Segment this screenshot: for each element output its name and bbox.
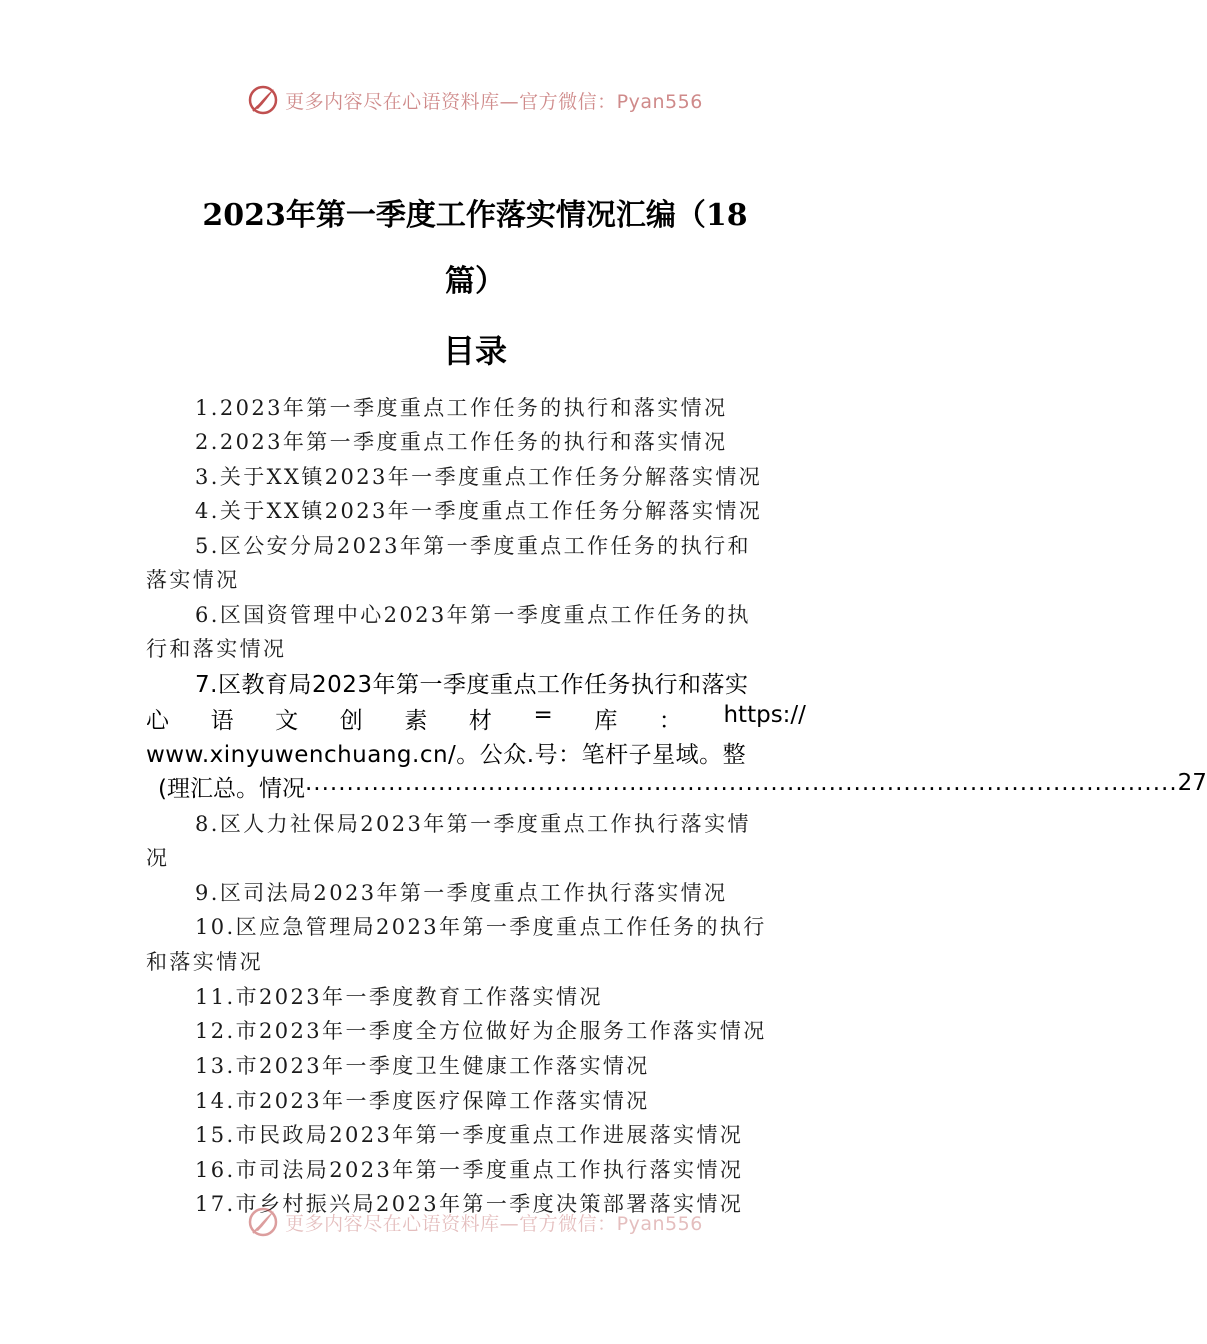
promo-url-part: https:// bbox=[723, 702, 806, 728]
toc-item-5[interactable]: 5.区公安分局2023年第一季度重点工作任务的执行和 bbox=[195, 534, 751, 558]
toc-item-7-page-number: 27 bbox=[1177, 770, 1207, 796]
toc-item-7[interactable]: 7.区教育局2023年第一季度重点工作任务执行和落实 bbox=[195, 672, 749, 698]
toc-item-13[interactable]: 13.市2023年一季度卫生健康工作落实情况 bbox=[195, 1054, 650, 1078]
toc-item-14[interactable]: 14.市2023年一季度医疗保障工作落实情况 bbox=[195, 1089, 650, 1113]
toc-item-12[interactable]: 12.市2023年一季度全方位做好为企服务工作落实情况 bbox=[195, 1019, 767, 1043]
toc-item-2[interactable]: 2.2023年第一季度重点工作任务的执行和落实情况 bbox=[195, 430, 728, 454]
toc-item-5-cont[interactable]: 落实情况 bbox=[146, 568, 240, 592]
toc-item-6[interactable]: 6.区国资管理中心2023年第一季度重点工作任务的执 bbox=[195, 603, 751, 627]
toc-item-3[interactable]: 3.关于XX镇2023年一季度重点工作任务分解落实情况 bbox=[195, 465, 763, 489]
toc-item-8[interactable]: 8.区人力社保局2023年第一季度重点工作执行落实情 bbox=[195, 812, 751, 836]
toc-item-1[interactable]: 1.2023年第一季度重点工作任务的执行和落实情况 bbox=[195, 396, 728, 420]
toc-item-7-leader-line[interactable] bbox=[146, 770, 1207, 803]
watermark-header bbox=[0, 84, 950, 116]
toc-item-8-cont[interactable]: 况 bbox=[146, 846, 170, 870]
watermark-text: 更多内容尽在心语资料库—官方微信：Pyan556 bbox=[285, 90, 703, 113]
toc-item-11[interactable]: 11.市2023年一季度教育工作落实情况 bbox=[195, 985, 603, 1009]
toc-item-4[interactable]: 4.关于XX镇2023年一季度重点工作任务分解落实情况 bbox=[195, 499, 763, 523]
promo-word: 素 bbox=[404, 708, 428, 734]
promo-word: = bbox=[533, 702, 553, 728]
watermark-footer bbox=[0, 1206, 950, 1238]
quill-logo-icon bbox=[247, 1206, 279, 1238]
promo-word: 语 bbox=[210, 708, 234, 734]
toc-item-6-cont[interactable]: 行和落实情况 bbox=[146, 637, 287, 661]
dot-leader: ......................................................................................................... bbox=[304, 770, 1178, 796]
toc-item-9[interactable]: 9.区司法局2023年第一季度重点工作执行落实情况 bbox=[195, 881, 728, 905]
toc-heading: 目录 bbox=[442, 332, 507, 370]
document-title-line1: 2023年第一季度工作落实情况汇编（18 bbox=[202, 198, 748, 233]
promo-word: 库 bbox=[594, 708, 618, 734]
toc-item-15[interactable]: 15.市民政局2023年第一季度重点工作进展落实情况 bbox=[195, 1123, 744, 1147]
promo-word: 文 bbox=[275, 708, 299, 734]
toc-item-17[interactable]: 17.市乡村振兴局2023年第一季度决策部署落实情况 bbox=[195, 1192, 744, 1216]
document-title-line2: 篇） bbox=[445, 264, 505, 299]
toc-item-7-tail: (理汇总。情况 bbox=[158, 776, 305, 802]
toc-item-10[interactable]: 10.区应急管理局2023年第一季度重点工作任务的执行 bbox=[195, 915, 767, 939]
promo-word: 材 bbox=[468, 708, 492, 734]
watermark-text: 更多内容尽在心语资料库—官方微信：Pyan556 bbox=[285, 1212, 703, 1235]
promo-word: ： bbox=[658, 708, 682, 734]
promo-word: 创 bbox=[339, 708, 363, 734]
toc-item-7-promo-line bbox=[146, 702, 806, 735]
toc-item-16[interactable]: 16.市司法局2023年第一季度重点工作执行落实情况 bbox=[195, 1158, 744, 1182]
toc-item-10-cont[interactable]: 和落实情况 bbox=[146, 950, 263, 974]
quill-logo-icon bbox=[247, 84, 279, 116]
promo-word: 心 bbox=[146, 708, 169, 734]
toc-item-7-url-line[interactable]: www.xinyuwenchuang.cn/。公众.号：笔杆子星域。整 bbox=[146, 742, 747, 768]
